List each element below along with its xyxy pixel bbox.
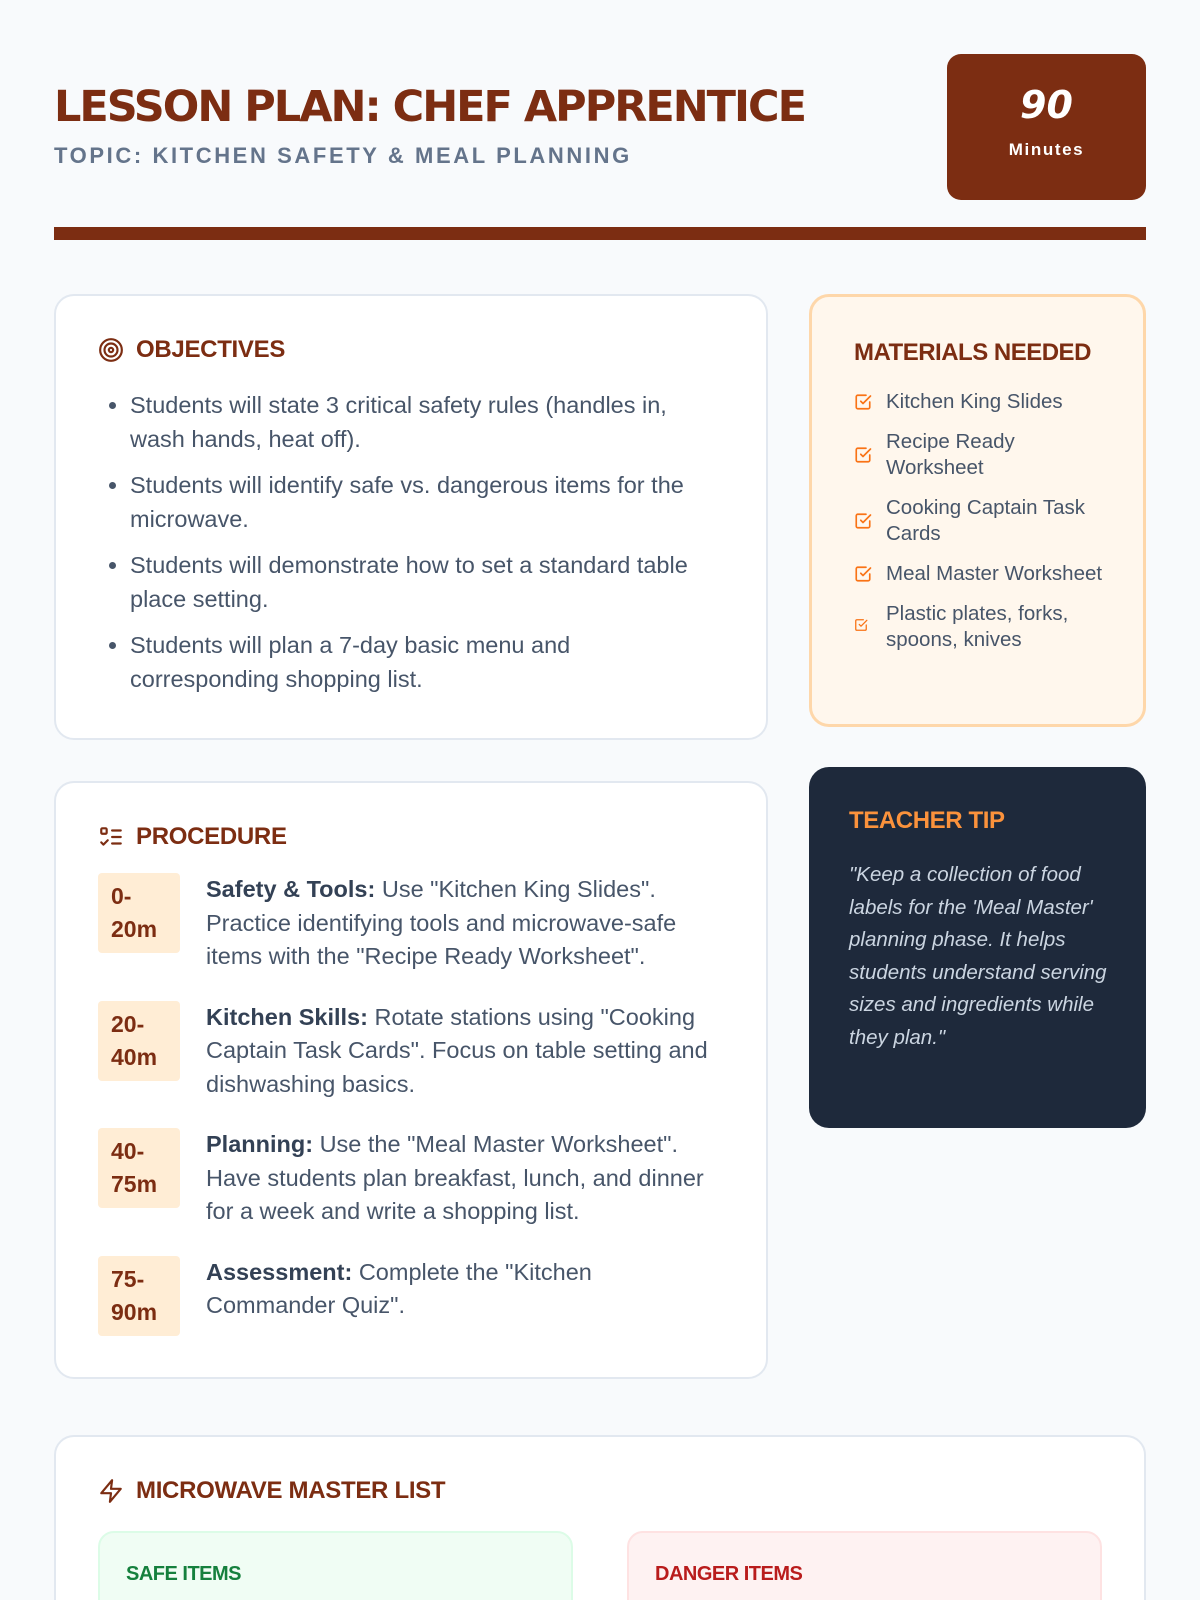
material-label: Meal Master Worksheet: [886, 562, 1103, 585]
material-label: Kitchen King Slides: [886, 390, 1063, 413]
procedure-step: [98, 1001, 724, 1102]
list-item: • Students will plan a 7-day basic menu and corresponding shopping list.: [130, 628, 724, 696]
materials-card: [809, 294, 1146, 727]
objectives-title: OBJECTIVES: [136, 336, 286, 363]
procedure-title: PROCEDURE: [136, 823, 287, 850]
step-time: 20-40m: [98, 1001, 180, 1081]
step-description: [206, 1128, 724, 1229]
step-text: Complete the "Kitchen Commander Quiz".: [206, 1258, 592, 1318]
page-title: LESSON PLAN: CHEF APPRENTICE: [54, 82, 805, 132]
material-label: Cooking Captain Task Cards: [886, 496, 1086, 545]
procedure-steps: [98, 873, 724, 1336]
step-title: Kitchen Skills:: [206, 1003, 368, 1030]
procedure-step: [98, 1128, 724, 1229]
microwave-heading: [98, 1477, 1102, 1505]
safe-items-label: SAFE ITEMS: [126, 1563, 242, 1585]
danger-items-label: DANGER ITEMS: [655, 1563, 803, 1585]
tip-quote: "Keep a collection of food labels for the 'Meal Master' planning phase. It helps students understand serving sizes and ingredients while they plan.": [849, 863, 1107, 1049]
checkbox-icon: [854, 618, 872, 636]
microwave-columns: [98, 1531, 1102, 1600]
step-description: [206, 873, 724, 974]
material-label: Recipe Ready Worksheet: [886, 430, 1015, 479]
list-item: [854, 495, 1113, 547]
procedure-step: [98, 873, 724, 974]
step-title: Planning:: [206, 1131, 314, 1157]
lightning-icon: [98, 1478, 124, 1504]
list-item: [854, 561, 1113, 587]
list-item: [854, 601, 1113, 653]
step-description: [206, 1001, 724, 1102]
checkbox-icon: [854, 446, 872, 464]
step-description: [206, 1256, 724, 1336]
tip-title: TEACHER TIP: [849, 807, 1005, 834]
list-item: • Students will identify safe vs. dangerous items for the microwave.: [130, 468, 724, 536]
checkbox-icon: [854, 393, 872, 411]
microwave-card: [54, 1435, 1146, 1600]
list-item: • Students will demonstrate how to set a standard table place setting.: [130, 548, 724, 616]
teacher-tip-card: [809, 767, 1146, 1128]
header-divider: [54, 227, 1146, 240]
checkbox-icon: [854, 565, 872, 583]
target-icon: [98, 337, 124, 363]
duration-unit: Minutes: [1008, 140, 1085, 159]
list-item: • Students will state 3 critical safety rules (handles in, wash hands, heat off).: [130, 388, 724, 456]
page-header: [54, 54, 1146, 204]
checkbox-icon: [854, 512, 872, 530]
step-time: 40-75m: [98, 1128, 180, 1208]
step-text: Use the "Meal Master Worksheet". Have students plan breakfast, lunch, and dinner for a week and write a shopping list.: [206, 1131, 704, 1224]
list-checks-icon: [98, 824, 124, 850]
procedure-step: [98, 1256, 724, 1336]
duration-value: 90: [1020, 83, 1073, 127]
materials-list: [854, 389, 1113, 653]
safe-items-panel: [98, 1531, 573, 1600]
procedure-card: [54, 781, 768, 1379]
step-title: Assessment:: [206, 1258, 353, 1285]
materials-title: MATERIALS NEEDED: [854, 339, 1091, 366]
step-time: 75-90m: [98, 1256, 180, 1336]
list-item: [854, 389, 1113, 415]
objectives-list: [98, 388, 724, 696]
page-subtitle: TOPIC: KITCHEN SAFETY & MEAL PLANNING: [54, 143, 632, 168]
material-label: Plastic plates, forks, spoons, knives: [886, 602, 1069, 651]
microwave-title: MICROWAVE MASTER LIST: [136, 1477, 446, 1504]
procedure-heading: [98, 823, 724, 851]
step-time: 0-20m: [98, 873, 180, 953]
step-text: Rotate stations using "Cooking Captain Task Cards". Focus on table setting and dishwashing basics.: [206, 1003, 708, 1097]
duration-badge: [947, 54, 1146, 200]
objectives-card: [54, 294, 768, 740]
step-title: Safety & Tools:: [206, 876, 376, 902]
step-text: Use "Kitchen King Slides". Practice identifying tools and microwave-safe items with the "Recipe Ready Worksheet".: [206, 876, 677, 969]
objectives-heading: [98, 336, 724, 364]
list-item: [854, 429, 1113, 481]
danger-items-panel: [627, 1531, 1102, 1600]
